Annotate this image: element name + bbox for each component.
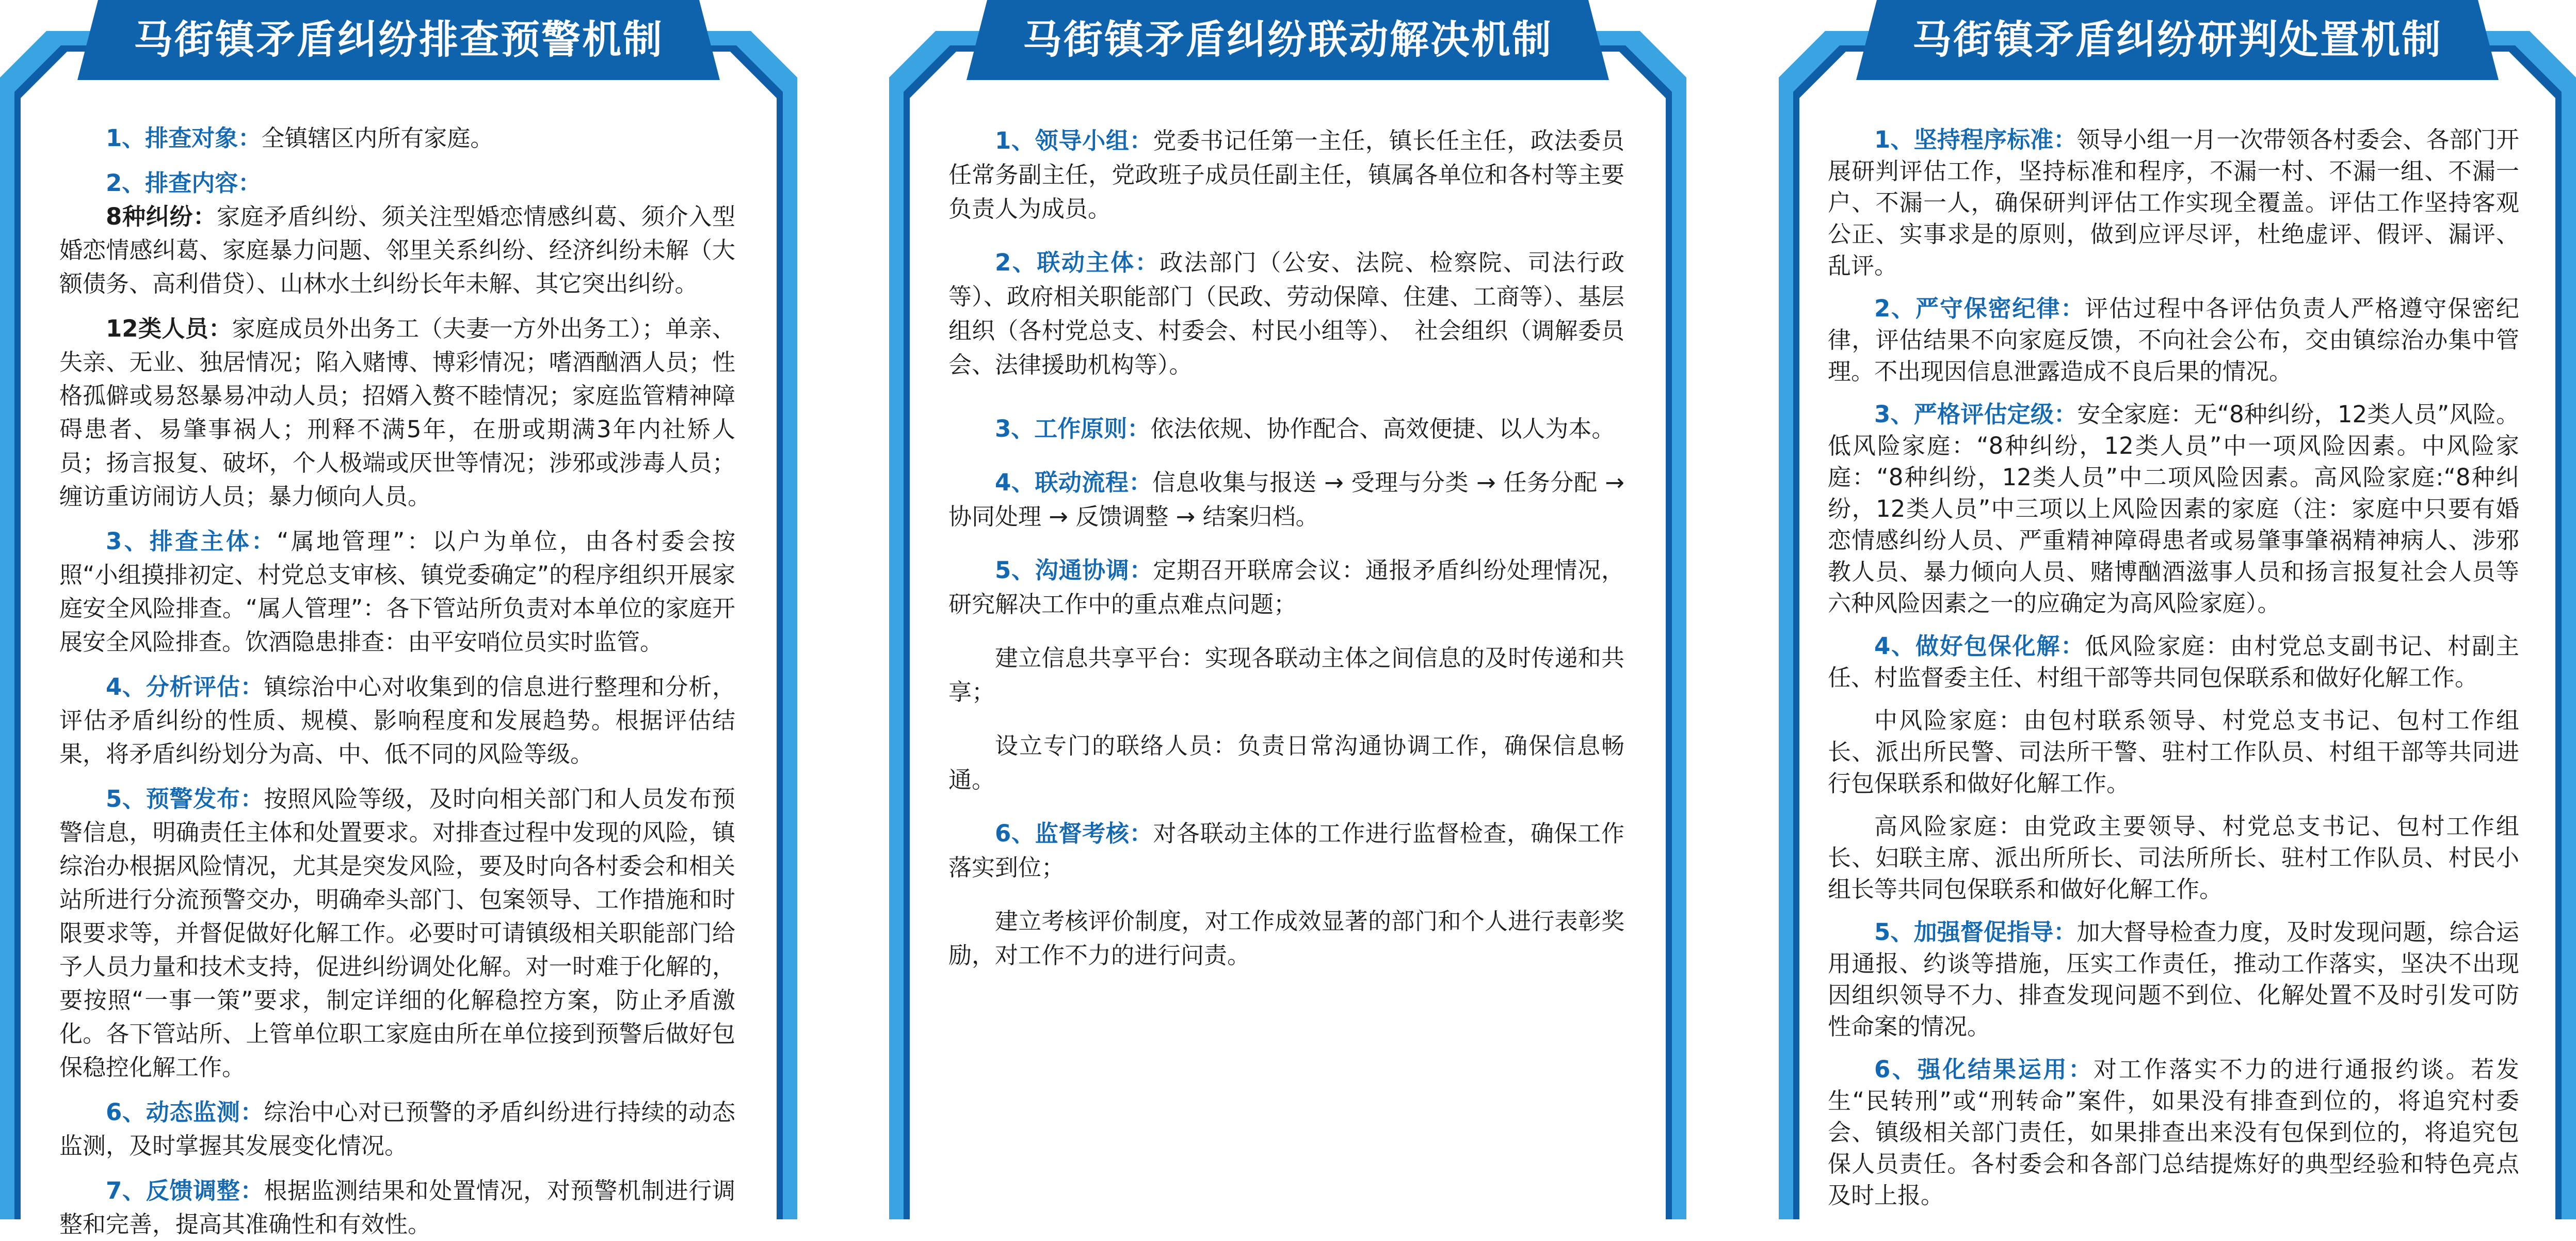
panel-content xyxy=(59,121,735,1241)
paragraph: 3、排查主体：“属地管理”：以户为单位，由各村委会按照“小组摸排初定、村党总支审核、镇党委确定”的程序组织开展家庭安全风险排查。“属人管理”：各下管站所负责对本单位的家庭开展安全风险排查。饮酒隐患排查：由平安哨位员实时监管。 xyxy=(59,528,735,656)
paragraph: 建立信息共享平台：实现各联动主体之间信息的及时传递和共享； xyxy=(948,644,1624,706)
paragraph: 1、坚持程序标准：领导小组一月一次带领各村委会、各部门开展研判评估工作，坚持标准和程序，不漏一村、不漏一组、不漏一户、不漏一人，确保研判评估工作实现全覆盖。评估工作坚持客观公正、实事求是的原则，做到应评尽评，杜绝虚评、假评、漏评、乱评。 xyxy=(1828,126,2519,279)
paragraph: 8种纠纷：家庭矛盾纠纷、须关注型婚恋情感纠葛、须介入型婚恋情感纠葛、家庭暴力问题、邻里关系纠纷、经济纠纷未解（大额债务、高利借贷）、山林水土纠纷长年未解、其它突出纠纷。 xyxy=(59,203,735,297)
paragraph: 6、动态监测：综治中心对已预警的矛盾纠纷进行持续的动态监测，及时掌握其发展变化情况。 xyxy=(59,1099,735,1159)
panel-content xyxy=(1828,124,2519,1211)
paragraph: 7、反馈调整：根据监测结果和处置情况，对预警机制进行调整和完善，提高其准确性和有效性。 xyxy=(59,1177,735,1238)
paragraph: 2、联动主体：政法部门（公安、法院、检察院、司法行政等）、政府相关职能部门（民政、劳动保障、住建、工商等）、基层组织（各村党总支、村委会、村民小组等）、 社会组织（调解委员会、法律援助机构等）。 xyxy=(948,249,1624,378)
paragraph: 1、领导小组：党委书记任第一主任，镇长任主任，政法委员任常务副主任，党政班子成员任副主任，镇属各单位和各村等主要负责人为成员。 xyxy=(948,127,1624,222)
paragraph: 2、严守保密纪律：评估过程中各评估负责人严格遵守保密纪律，评估结果不向家庭反馈，不向社会公布，交由镇综治办集中管理。不出现因信息泄露造成不良后果的情况。 xyxy=(1828,295,2519,385)
paragraph: 5、预警发布：按照风险等级，及时向相关部门和人员发布预警信息，明确责任主体和处置要求。对排查过程中发现的风险，镇综治办根据风险情况，尤其是突发风险，要及时向各村委会和相关站所进行分流预警交办，明确牵头部门、包案领导、工作措施和时限要求等，并督促做好化解工作。必要时可请镇级相关职能部门给予人员力量和技术支持，促进纠纷调处化解。对一时难于化解的，要按照“一事一策”要求，制定详细的化解稳控方案，防止矛盾激化。各下管站所、上管单位职工家庭由所在单位接到预警后做好包保稳控化解工作。 xyxy=(59,785,735,1081)
paragraph: 4、联动流程：信息收集与报送 → 受理与分类 → 任务分配 → 协同处理 → 反馈调整 → 结案归档。 xyxy=(948,469,1625,530)
paragraph: 4、做好包保化解：低风险家庭：由村党总支副书记、村副主任、村监督委主任、村组干部等共同包保联系和做好化解工作。 xyxy=(1828,632,2519,691)
paragraph: 5、加强督促指导：加大督导检查力度，及时发现问题，综合运用通报、约谈等措施，压实工作责任，推动工作落实，坚决不出现因组织领导不力、排查发现问题不到位、化解处置不及时引发可防性命案的情况。 xyxy=(1828,918,2519,1040)
paragraph: 3、严格评估定级：安全家庭：无“8种纠纷，12类人员”风险。低风险家庭：“8种纠纷，12类人员”中一项风险因素。中风险家庭：“8种纠纷，12类人员”中二项风险因素。高风险家庭:“8种纠纷，12类人员”中三项以上风险因素的家庭（注：家庭中只要有婚恋情感纠纷人员、严重精神障碍患者或易肇事肇祸精神病人、涉邪教人员、暴力倾向人员、赌博酗酒滋事人员和扬言报复社会人员等六种风险因素之一的应确定为高风险家庭）。 xyxy=(1828,401,2519,617)
paragraph: 2、排查内容： xyxy=(106,169,262,197)
paragraph: 建立考核评价制度，对工作成效显著的部门和个人进行表彰奖励，对工作不力的进行问责。 xyxy=(948,908,1624,969)
paragraph: 3、工作原则：依法依规、协作配合、高效便捷、以人为本。 xyxy=(995,415,1615,442)
paragraph: 高风险家庭：由党政主要领导、村党总支书记、包村工作组长、妇联主席、派出所所长、司法所所长、驻村工作队员、村民小组长等共同包保联系和做好化解工作。 xyxy=(1828,813,2519,903)
panel-content xyxy=(948,124,1624,973)
paragraph: 1、排查对象：全镇辖区内所有家庭。 xyxy=(106,124,494,152)
paragraph: 4、分析评估：镇综治中心对收集到的信息进行整理和分析，评估矛盾纠纷的性质、规模、影响程度和发展趋势。根据评估结果，将矛盾纠纷划分为高、中、低不同的风险等级。 xyxy=(59,673,735,768)
panel-joint-resolution xyxy=(889,0,1686,1219)
paragraph: 6、监督考核：对各联动主体的工作进行监督检查，确保工作落实到位； xyxy=(948,820,1624,881)
page-title: 马街镇矛盾纠纷排查预警机制 xyxy=(134,17,664,62)
panel-assessment-handling xyxy=(1779,0,2576,1219)
paragraph: 中风险家庭：由包村联系领导、村党总支书记、包村工作组长、派出所民警、司法所干警、驻村工作队员、村组干部等共同进行包保联系和做好化解工作。 xyxy=(1828,707,2519,797)
page-title: 马街镇矛盾纠纷研判处置机制 xyxy=(1912,17,2442,62)
paragraph: 6、强化结果运用：对工作落实不力的进行通报约谈。若发生“民转刑”或“刑转命”案件，如果没有排查到位的，将追究村委会、镇级相关部门责任，如果排查出来没有包保到位的，将追究包保人员责任。各村委会和各部门总结提炼好的典型经验和特色亮点及时上报。 xyxy=(1828,1056,2519,1209)
panel-investigation-warning xyxy=(0,0,797,1238)
page-title: 马街镇矛盾纠纷联动解决机制 xyxy=(1023,17,1553,62)
paragraph: 设立专门的联络人员：负责日常沟通协调工作，确保信息畅通。 xyxy=(948,732,1624,793)
paragraph: 5、沟通协调：定期召开联席会议：通报矛盾纠纷处理情况，研究解决工作中的重点难点问题； xyxy=(948,556,1624,618)
paragraph: 12类人员：家庭成员外出务工（夫妻一方外出务工）；单亲、失亲、无业、独居情况；陷入赌博、博彩情况；嗜酒酗酒人员；性格孤僻或易怒暴易冲动人员；招婿入赘不睦情况；家庭监管精神障碍患者、易肇事祸人；刑释不满5年，在册或期满3年内社矫人员；扬言报复、破坏，个人极端或厌世等情况；涉邪或涉毒人员；缠访重访闹访人员；暴力倾向人员。 xyxy=(59,315,735,510)
